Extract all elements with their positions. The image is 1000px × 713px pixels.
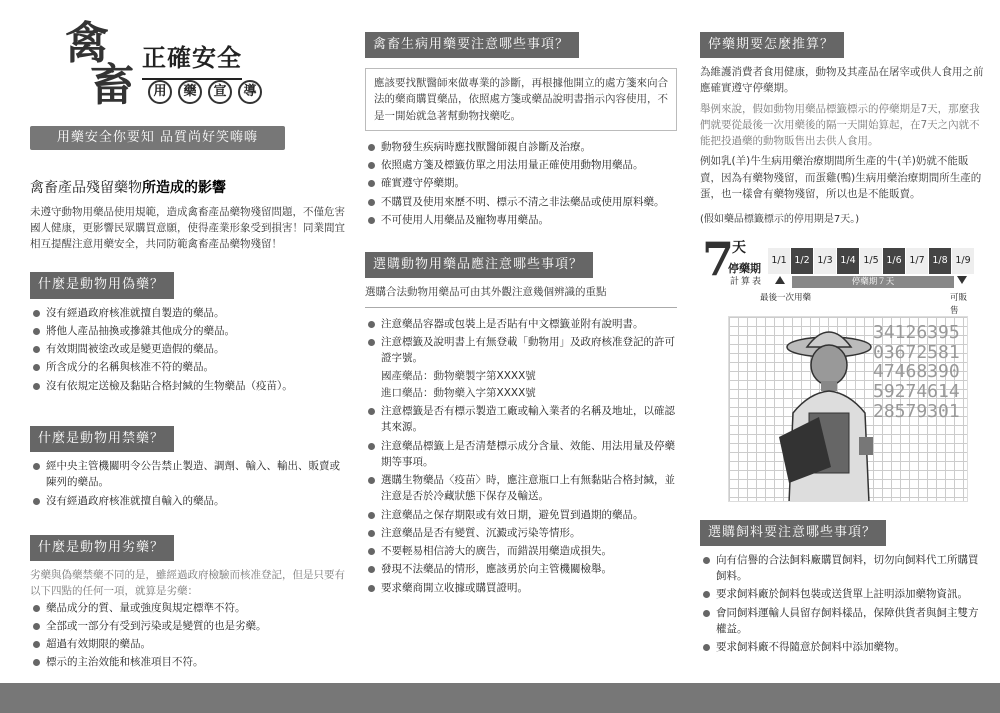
sellable-marker-icon: [957, 276, 967, 284]
chart-can-sell-label: 可販售: [950, 292, 968, 316]
brand-header: [60, 18, 290, 112]
list-item: 不購買及使用來歷不明、標示不清之非法藥品或使用原料藥。: [365, 194, 677, 210]
list-item: 藥品成分的質、量或強度與規定標準不符。: [30, 600, 350, 616]
chart-label-period: 停藥期: [728, 261, 761, 275]
fake-drug-list: [30, 305, 350, 394]
inferior-drug-section: [30, 535, 350, 671]
domestic-license: 國產藥品：動物藥製字第XXXX號: [381, 370, 536, 383]
intro-text: 未遵守動物用藥品使用規範，造成禽畜產品藥物殘留問題，不僅危害國人健康，更影響民眾購買意願，使得產業形象受到損害！同業間宜相互提醒注意用藥安全，共同防範禽畜產品藥物殘留！: [30, 205, 345, 251]
list-item: 向有信譽的合法飼料廠購買飼料，切勿向飼料代工所購買飼料。: [700, 552, 985, 585]
list-item: 會同飼料運輸人員留存飼料樣品，保障供貨者與飼主雙方權益。: [700, 605, 985, 638]
subtitle-char: 宣: [208, 80, 232, 104]
main-title: 正確安全: [142, 40, 242, 80]
sick-animal-title: 禽畜生病用藥要注意哪些事項？: [365, 32, 579, 58]
list-item: 要求藥商開立收據或購買證明。: [365, 580, 677, 596]
chart-label-table: 計算表: [730, 276, 764, 287]
list-item: 不要輕易相信誇大的廣告，而錯誤用藥造成損失。: [365, 543, 677, 559]
inferior-drug-list: [30, 600, 350, 671]
list-item: 要求飼料廠不得隨意於飼料中添加藥物。: [700, 639, 985, 655]
inferior-drug-title: 什麼是動物用劣藥？: [30, 535, 174, 561]
day-cell: 1/4: [837, 248, 860, 274]
day-cell: 1/6: [883, 248, 906, 274]
sick-animal-box: 應該要找獸醫師來做專業的診斷，再根據他開立的處方箋來向合法的藥商購買藥品，依照處方箋或藥品說明書指示內容使用，不是一開始就急著幫動物找藥吃。: [365, 68, 677, 131]
subtitle-char: 藥: [178, 80, 202, 104]
feed-section: [700, 520, 985, 656]
list-item: 注意藥品之保存期限或有效日期，避免買到過期的藥品。: [365, 507, 677, 523]
list-item: 注意藥品是否有變質、沉澱或污染等情形。: [365, 525, 677, 541]
buy-drug-list-rest: [365, 403, 677, 596]
list-item: 全部或一部分有受到污染或是變質的也是劣藥。: [30, 618, 350, 634]
list-item: 將他人產品抽換或摻雜其他成分的藥品。: [30, 323, 350, 339]
buy-drug-title: 選購動物用藥品應注意哪些事項？: [365, 252, 593, 278]
chart-period-bar: 停藥期７天: [792, 276, 954, 288]
decorative-numbers: 3412639503672581474683905927461428579301: [873, 321, 960, 422]
feed-title: 選購飼料要注意哪些事項？: [700, 520, 886, 546]
day-cell: 1/5: [860, 248, 883, 274]
list-item: 注意標籤是否有標示製造工廠或輸入業者的名稱及地址，以確認其來源。: [365, 403, 677, 436]
intro-title: 禽畜產品殘留藥物所造成的影響: [30, 180, 226, 196]
column-left: [30, 178, 350, 673]
column-middle: [365, 32, 677, 598]
chart-last-use-label: 最後一次用藥: [760, 292, 812, 303]
list-item: 注意藥品容器或包裝上是否貼有中文標籤並附有說明書。: [365, 316, 677, 332]
column-right: [700, 32, 985, 658]
withdrawal-note: (假如藥品標籤標示的停用期是7天。): [700, 214, 860, 226]
subtitle-char: 用: [148, 80, 172, 104]
list-item: 沒有經過政府核准就擅自製造的藥品。: [30, 305, 350, 321]
import-license: 進口藥品：動物藥入字第XXXX號: [381, 386, 536, 399]
logo-char-qin: 禽: [65, 18, 109, 69]
withdrawal-p2: 舉例來說，假如動物用藥品標籤標示的停藥期是7天，那麼我們就要從最後一次用藥後的隔一天開始算起，在7天之內就不能把投過藥的動物販售出去供人食用。: [700, 102, 980, 148]
buy-drug-section: [365, 252, 677, 596]
chart-day-row: [768, 248, 975, 274]
chart-day-unit: 天: [732, 239, 746, 256]
list-item: 依照處方箋及標籤仿單之用法用量正確使用動物用藥品。: [365, 157, 677, 173]
buy-drug-list: [365, 316, 677, 367]
day-cell: 1/7: [906, 248, 929, 274]
day-cell: 1/1: [768, 248, 791, 274]
inferior-drug-intro: 劣藥與偽藥禁藥不同的是，雖經過政府檢驗而核准登記，但是只要有以下四點的任何一項，就算是劣藥：: [30, 569, 345, 598]
list-item: 有效期間被塗改或是變更造假的藥品。: [30, 341, 350, 357]
banned-drug-section: [30, 426, 350, 509]
day-cell: 1/9: [952, 248, 975, 274]
withdrawal-p3: 例如乳(羊)牛生病用藥治療期間所生產的牛(羊)奶就不能販賣，因為有藥物殘留，而蛋雞(鴨)生病用藥治療期間所生產的蛋，也一樣會有藥物殘留，所以也是不能販賣。: [700, 155, 982, 200]
farmer-illustration: [728, 316, 968, 502]
banned-drug-list: [30, 458, 350, 509]
feed-list: [700, 552, 985, 656]
subtitle-circles: [148, 80, 262, 104]
list-item: 要求飼料廠於飼料包裝或送貨單上註明添加藥物資訊。: [700, 586, 985, 602]
withdrawal-title: 停藥期要怎麼推算？: [700, 32, 844, 58]
list-item: 動物發生疾病時應找獸醫師親自診斷及治療。: [365, 139, 677, 155]
footer-bar: [0, 683, 1000, 713]
list-item: 確實遵守停藥期。: [365, 175, 677, 191]
fake-drug-section: [30, 272, 350, 393]
list-item: 沒有經過政府核准就擅自輸入的藥品。: [30, 493, 350, 509]
list-item: 標示的主治效能和核准項目不符。: [30, 654, 350, 670]
logo-char-chu: 畜: [90, 60, 134, 111]
subtitle-char: 導: [238, 80, 262, 104]
withdrawal-p1: 為維護消費者食用健康，動物及其產品在屠宰或供人食用之前應確實遵守停藥期。: [700, 66, 984, 95]
banned-drug-title: 什麼是動物用禁藥？: [30, 426, 174, 452]
list-item: 所含成分的名稱與核准不符的藥品。: [30, 359, 350, 375]
list-item: 不可使用人用藥品及寵物專用藥品。: [365, 212, 677, 228]
list-item: 注意標籤及說明書上有無登載「動物用」及政府核准登記的許可證字號。: [365, 334, 677, 367]
list-item: 沒有依規定送檢及黏貼合格封緘的生物藥品（疫苗）。: [30, 378, 350, 394]
day-cell: 1/8: [929, 248, 952, 274]
buy-drug-intro: 選購合法動物用藥品可由其外觀注意幾個辨識的重點: [365, 284, 677, 307]
slogan-banner: 用藥安全你要知 品質尚好笑嗨嗨: [30, 126, 285, 150]
fake-drug-title: 什麼是動物用偽藥？: [30, 272, 174, 298]
last-dose-marker-icon: [775, 276, 785, 284]
list-item: 選購生物藥品〈疫苗〉時，應注意瓶口上有無黏貼合格封緘，並注意是否於冷藏狀態下保存及輸送。: [365, 472, 677, 505]
day-cell: 1/2: [791, 248, 814, 274]
list-item: 超過有效期限的藥品。: [30, 636, 350, 652]
day-cell: 1/3: [814, 248, 837, 274]
sick-animal-list: [365, 139, 677, 228]
chart-big-number: 7: [702, 231, 735, 286]
withdrawal-chart: [700, 231, 971, 316]
list-item: 發現不法藥品的情形，應該勇於向主管機關檢舉。: [365, 561, 677, 577]
list-item: 經中央主管機關明令公告禁止製造、調劑、輸入、輸出、販賣或陳列的藥品。: [30, 458, 350, 491]
list-item: 注意藥品標籤上是否清楚標示成分含量、效能、用法用量及停藥期等事項。: [365, 438, 677, 471]
